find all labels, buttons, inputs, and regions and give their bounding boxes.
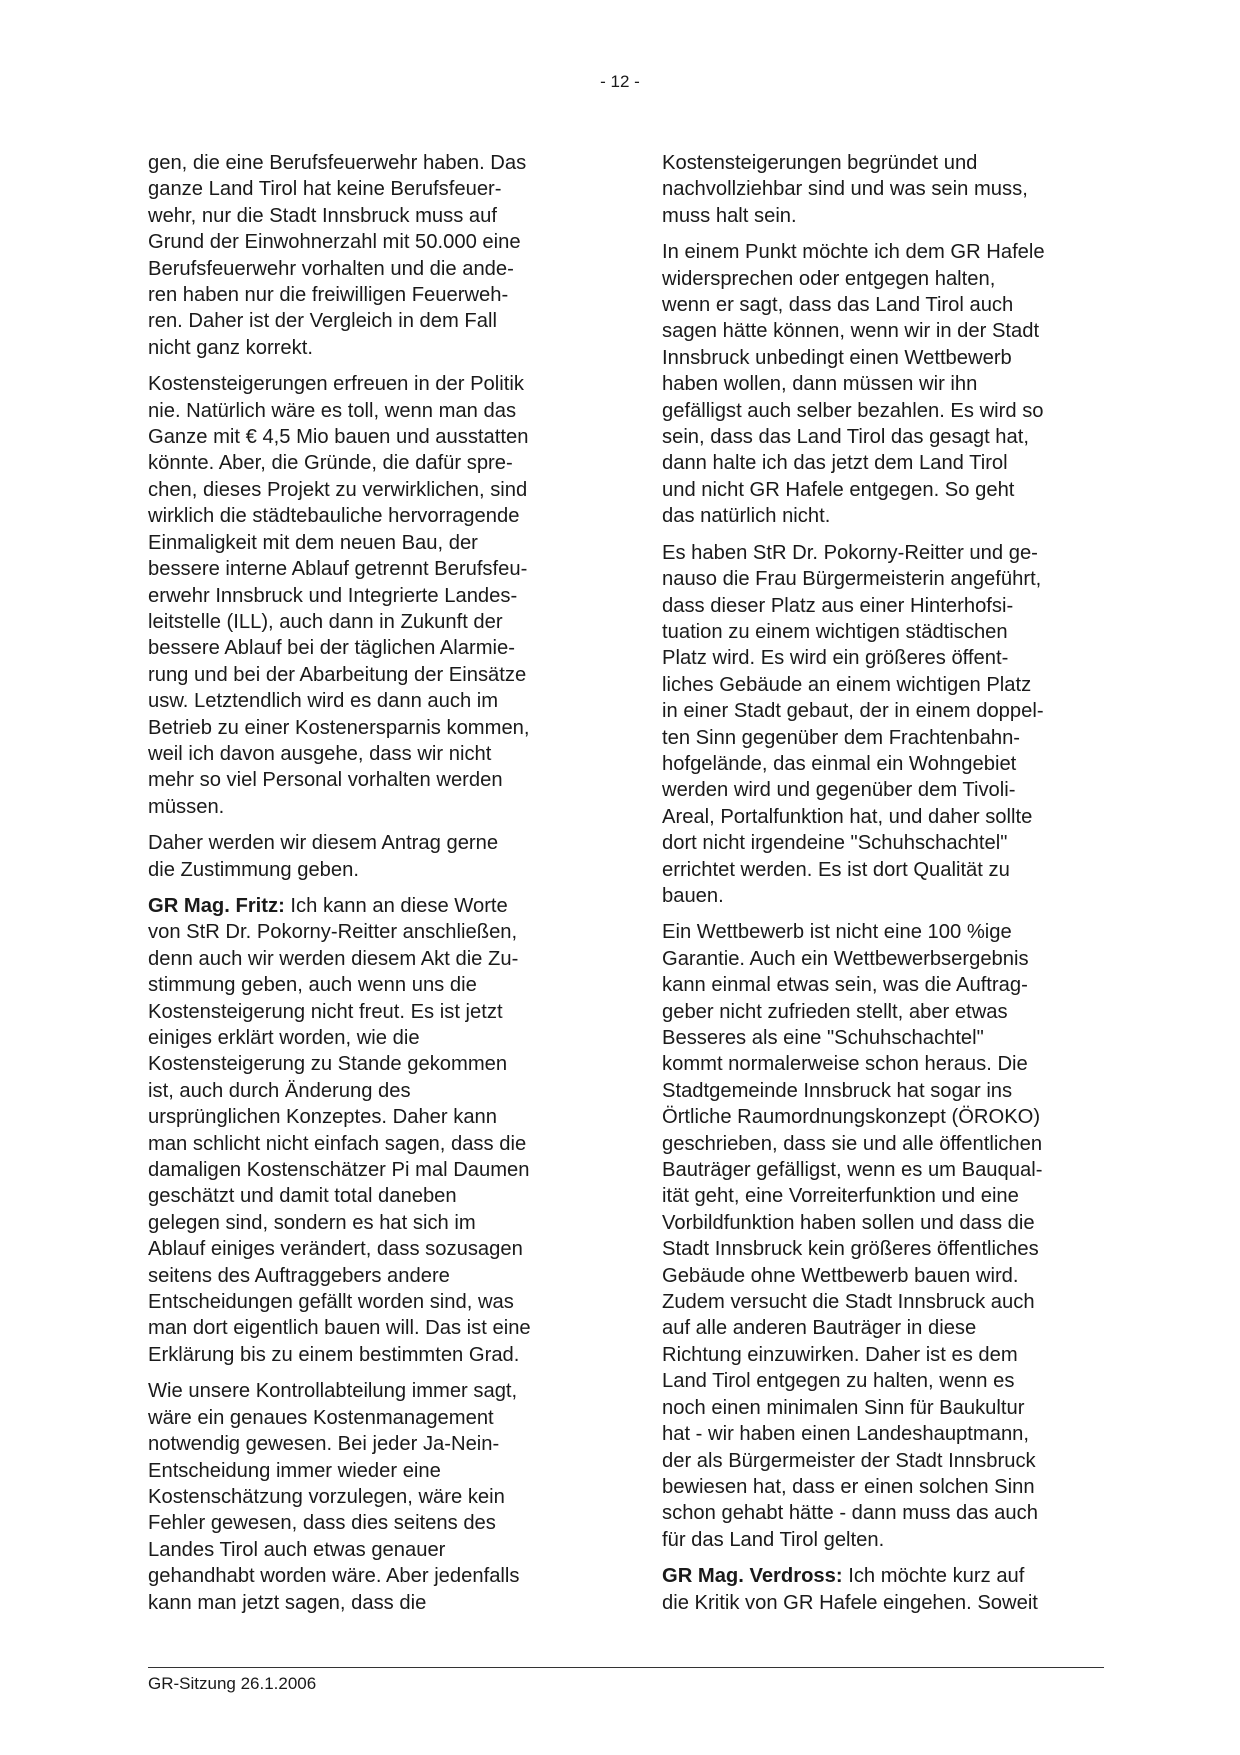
paragraph: In einem Punkt möchte ich dem GR Hafele widersprechen oder entgegen halten, wenn er sagt, dass das Land Tirol auch sagen hätte können, wenn wir in der Stadt Innsbruck unbedingt einen Wettbewerb haben wollen, dann müssen wir ihn gefälligst auch selber bezahlen. Es wird so sein, dass das Land Tirol das gesagt hat, dann halte ich das jetzt dem Land Tirol und nicht GR Hafele entgegen. So geht das natürlich nicht. xyxy=(662,241,1045,528)
paragraph: gen, die eine Berufsfeuerwehr haben. Das ganze Land Tirol hat keine Berufsfeuer- wehr, nur die Stadt Innsbruck muss auf Grund der Einwohnerzahl mit 50.000 eine Berufsfeuerwehr vorhalten und die ande- ren haben nur die freiwilligen Feuerweh- ren. Daher ist der Vergleich in dem Fall nicht ganz korrekt. xyxy=(148,152,527,359)
paragraph: Kostensteigerungen begründet und nachvollziehbar sind und was sein muss, muss halt sein. xyxy=(662,152,1028,227)
right-column xyxy=(662,150,1102,1626)
speech-text: Ich möchte kurz auf die Kritik von GR Hafele eingehen. Soweit xyxy=(662,1565,1038,1614)
speech-text: Ich kann an diese Worte von StR Dr. Pokorny-Reitter anschließen, denn auch wir werden diesem Akt die Zu- stimmung geben, auch wenn uns die Kostensteigerung nicht freut. Es ist jetzt einiges erklärt worden, wie die Kostensteigerung zu Stande gekommen ist, auch durch Änderung des ursprünglichen Konzeptes. Daher kann man schlicht nicht einfach sagen, dass die damaligen Kostenschätzer Pi mal Daumen geschätzt und damit total daneben gelegen sind, sondern es hat sich im Ablauf einiges verändert, dass sozusagen seitens des Auftraggebers andere Entscheidungen gefällt worden sind, was man dort eigentlich bauen will. Das ist eine Erklärung bis zu einem bestimmten Grad. xyxy=(148,894,531,1366)
left-column xyxy=(148,150,588,1626)
speaker-name: GR Mag. Fritz: xyxy=(148,894,285,917)
paragraph: Wie unsere Kontrollabteilung immer sagt, wäre ein genaues Kostenmanagement notwendig gewesen. Bei jeder Ja-Nein- Entscheidung immer wieder eine Kostenschätzung vorzulegen, wäre kein Fehler gewesen, dass dies seitens des Landes Tirol auch etwas genauer gehandhabt worden wäre. Aber jedenfalls kann man jetzt sagen, dass die xyxy=(148,1380,520,1614)
page-number: - 12 - xyxy=(600,72,640,91)
paragraph: Es haben StR Dr. Pokorny-Reitter und ge- nauso die Frau Bürgermeisterin angeführt, dass dieser Platz aus einer Hinterhofsi- tuation zu einem wichtigen städtischen Platz wird. Es wird ein größeres öffent- liches Gebäude an einem wichtigen Platz in einer Stadt gebaut, der in einem doppel- ten Sinn gegenüber dem Frachtenbahn- hofgelände, das einmal ein Wohngebiet werden wird und gegenüber dem Tivoli- Areal, Portalfunktion hat, und daher sollte dort nicht irgendeine "Schuhschachtel" errichtet werden. Es ist dort Qualität zu bauen. xyxy=(662,541,1044,907)
paragraph: Ein Wettbewerb ist nicht eine 100 %ige Garantie. Auch ein Wettbewerbsergebnis kann einmal etwas sein, was die Auftrag- geber nicht zufrieden stellt, aber etwas Besseres als eine "Schuhschachtel" kommt normalerweise schon heraus. Die Stadtgemeinde Innsbruck hat sogar ins Örtliche Raumordnungskonzept (ÖROKO) geschrieben, dass sie und alle öffentlichen Bauträger gefälligst, wenn es um Bauqual- ität geht, eine Vorreiterfunktion und eine Vorbildfunktion haben sollen und dass die Stadt Innsbruck kein größeres öffentliches Gebäude ohne Wettbewerb bauen wird. Zudem versucht die Stadt Innsbruck auch auf alle anderen Bauträger in diese Richtung einzuwirken. Daher ist es dem Land Tirol entgegen zu halten, wenn es noch einen minimalen Sinn für Baukultur hat - wir haben einen Landeshauptmann, der als Bürgermeister der Stadt Innsbruck bewiesen hat, dass er einen solchen Sinn schon gehabt hätte - dann muss das auch für das Land Tirol gelten. xyxy=(662,921,1043,1551)
speaker-name: GR Mag. Verdross: xyxy=(662,1565,843,1588)
footer-session-date: GR-Sitzung 26.1.2006 xyxy=(148,1674,317,1693)
paragraph: Kostensteigerungen erfreuen in der Politik nie. Natürlich wäre es toll, wenn man das Ganze mit € 4,5 Mio bauen und ausstatten könnte. Aber, die Gründe, die dafür spre- chen, dieses Projekt zu verwirklichen, sind wirklich die städtebauliche hervorragende Einmaligkeit mit dem neuen Bau, der bessere interne Ablauf getrennt Berufsfeu- erwehr Innsbruck und Integrierte Landes- leitstelle (ILL), auch dann in Zukunft der bessere Ablauf bei der täglichen Alarmie- rung und bei der Abarbeitung der Einsätze usw. Letztendlich wird es dann auch im Betrieb zu einer Kostenersparnis kommen, weil ich davon ausgehe, dass wir nicht mehr so viel Personal vorhalten werden müssen. xyxy=(148,373,530,818)
paragraph: Daher werden wir diesem Antrag gerne die Zustimmung geben. xyxy=(148,832,499,881)
footer-divider xyxy=(148,1667,1104,1668)
paragraph-speech xyxy=(148,893,588,1368)
paragraph-speech xyxy=(662,1563,1102,1616)
